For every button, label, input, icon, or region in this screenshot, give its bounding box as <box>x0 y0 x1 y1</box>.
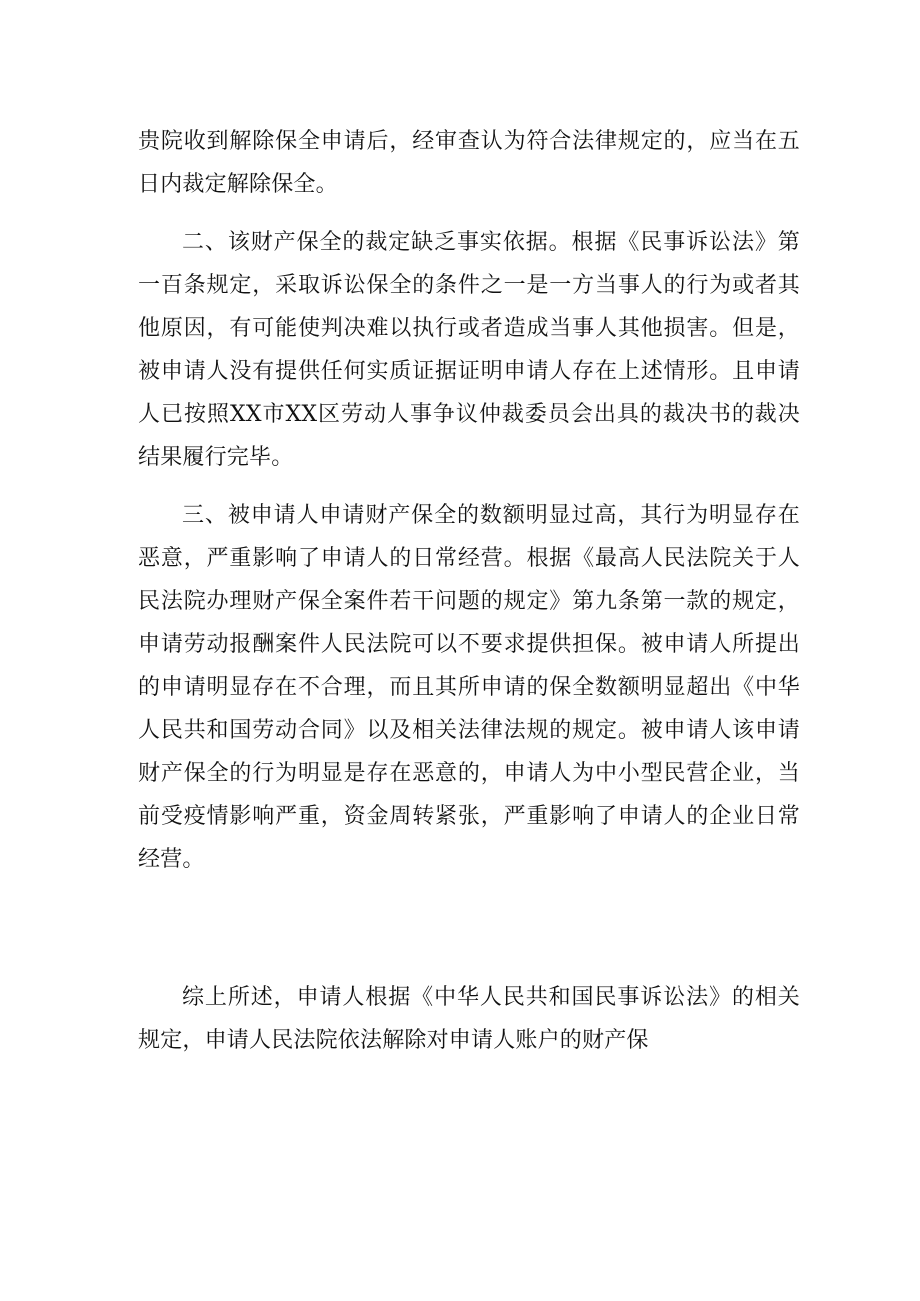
paragraph-point-two: 二、该财产保全的裁定缺乏事实依据。根据《民事诉讼法》第一百条规定，采取诉讼保全的条件之一是一方当事人的行为或者其他原因，有可能使判决难以执行或者造成当事人其他损害。但是，被申请人没有提供任何实质证据证明申请人存在上述情形。且申请人已按照XX市XX区劳动人事争议仲裁委员会出具的裁决书的裁决结果履行完毕。 <box>138 230 800 470</box>
paragraph-conclusion: 综上所述，申请人根据《中华人民共和国民事诉讼法》的相关规定，申请人民法院依法解除对申请人账户的财产保 <box>138 985 800 1053</box>
document-body <box>138 120 800 1062</box>
paragraph-continuation: 贵院收到解除保全申请后，经审查认为符合法律规定的，应当在五日内裁定解除保全。 <box>138 129 800 197</box>
paragraph-point-three: 三、被申请人申请财产保全的数额明显过高，其行为明显存在恶意，严重影响了申请人的日常经营。根据《最高人民法院关于人民法院办理财产保全案件若干问题的规定》第九条第一款的规定，申请劳动报酬案件人民法院可以不要求提供担保。被申请人所提出的申请明显存在不合理，而且其所申请的保全数额明显超出《中华人民共和国劳动合同》以及相关法律法规的规定。被申请人该申请财产保全的行为明显是存在恶意的，申请人为中小型民营企业，当前受疫情影响严重，资金周转紧张，严重影响了申请人的企业日常经营。 <box>138 503 800 872</box>
